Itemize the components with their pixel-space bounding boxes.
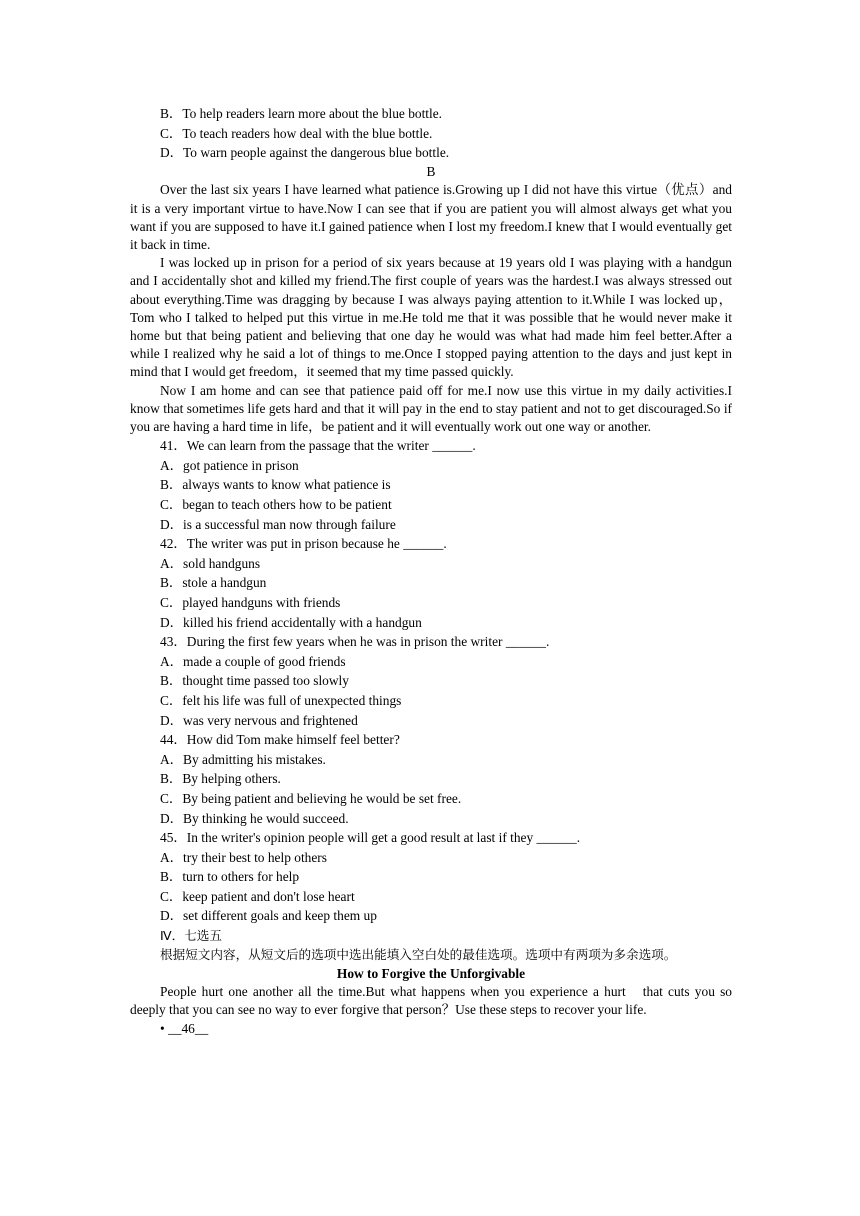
question-44 <box>130 730 732 828</box>
blank-46: __46__ <box>168 1021 209 1037</box>
question-45 <box>130 828 732 926</box>
option-b: B．thought time passed too slowly <box>160 673 349 689</box>
question-stem: 41．We can learn from the passage that the writer ______. <box>160 438 476 454</box>
option-d: D．By thinking he would succeed. <box>160 810 349 826</box>
option-c: C．felt his life was full of unexpected things <box>160 692 402 708</box>
document-page <box>130 104 732 1039</box>
option-b: B．stole a handgun <box>160 575 267 591</box>
section-instruction: 根据短文内容，从短文后的选项中选出能填入空白处的最佳选项。选项中有两项为多余选项。 <box>160 946 677 962</box>
blank-46-line <box>130 1019 732 1039</box>
question-stem: 42．The writer was put in prison because he ______. <box>160 536 447 552</box>
article-title: How to Forgive the Unforgivable <box>336 965 526 981</box>
question-41 <box>130 436 732 534</box>
question-stem: 44．How did Tom make himself feel better? <box>160 732 400 748</box>
option-a: A．try their best to help others <box>160 849 327 865</box>
option-a: A．made a couple of good friends <box>160 653 346 669</box>
question-43 <box>130 632 732 730</box>
option-b: B．turn to others for help <box>160 869 300 885</box>
option-a: A．got patience in prison <box>160 457 299 473</box>
option-d: D．killed his friend accidentally with a handgun <box>160 614 422 630</box>
option-line: B．To help readers learn more about the blue bottle. <box>160 106 443 121</box>
option-c: C．By being patient and believing he would be set free. <box>160 790 462 806</box>
option-b: B．By helping others. <box>160 771 281 787</box>
option-c: C．keep patient and don't lose heart <box>160 888 355 904</box>
question-stem: 43．During the first few years when he was in prison the writer ______. <box>160 634 550 650</box>
passage-paragraph: Over the last six years I have learned what patience is.Growing up I did not have this virtue（优点）and it is a very important virtue to have.Now I can see that if you are patient you will almost always get what you want if you are supposed to have it.I gained patience when I lost my freedom.I knew that I would eventually get it back in time. <box>130 182 732 252</box>
passage-b <box>130 181 732 436</box>
option-a: A．sold handguns <box>160 555 261 571</box>
section-heading: Ⅳ．七选五 <box>160 928 222 944</box>
previous-question-options <box>130 104 732 163</box>
section-iv <box>130 926 732 1039</box>
option-d: D．was very nervous and frightened <box>160 712 358 728</box>
question-42 <box>130 534 732 632</box>
option-b: B．always wants to know what patience is <box>160 477 391 493</box>
article-intro: People hurt one another all the time.But what happens when you experience a hurt that cuts you so deeply that you can see no way to ever forgive that person？Use these steps to recover your life. <box>130 983 732 1018</box>
bullet-marker: • <box>160 1021 165 1037</box>
option-d: D．is a successful man now through failure <box>160 516 396 532</box>
question-stem: 45．In the writer's opinion people will get a good result at last if they ______. <box>160 830 581 846</box>
section-b-label: B <box>426 163 436 179</box>
option-a: A．By admitting his mistakes. <box>160 751 326 767</box>
option-line: D．To warn people against the dangerous blue bottle. <box>160 145 450 161</box>
option-line: C．To teach readers how deal with the blue bottle. <box>160 125 433 141</box>
passage-paragraph: Now I am home and can see that patience paid off for me.I now use this virtue in my daily activities.I know that sometimes life gets hard and that it will pay in the end to stay patient and not to get discouraged.So if you are having a hard time in life，be patient and it will eventually work out one way or another. <box>130 382 732 435</box>
option-c: C．began to teach others how to be patient <box>160 497 392 512</box>
option-d: D．set different goals and keep them up <box>160 908 377 924</box>
option-c: C．played handguns with friends <box>160 594 341 610</box>
passage-paragraph: I was locked up in prison for a period of six years because at 19 years old I was playing with a handgun and I accidentally shot and killed my friend.The first couple of years was the hardest.I was always stressed out about everything.Time was dragging by because I was always paying attention to it.While I was locked up，Tom who I talked to helped put this virtue in me.He told me that it was possible that he would never make it home but that being patient and believing that one day he would was what had made him feel better.After a while I realized why he said a lot of things to me.Once I stopped paying attention to the days and just kept in mind that I would get freedom，it seemed that my time passed quickly. <box>130 255 732 380</box>
